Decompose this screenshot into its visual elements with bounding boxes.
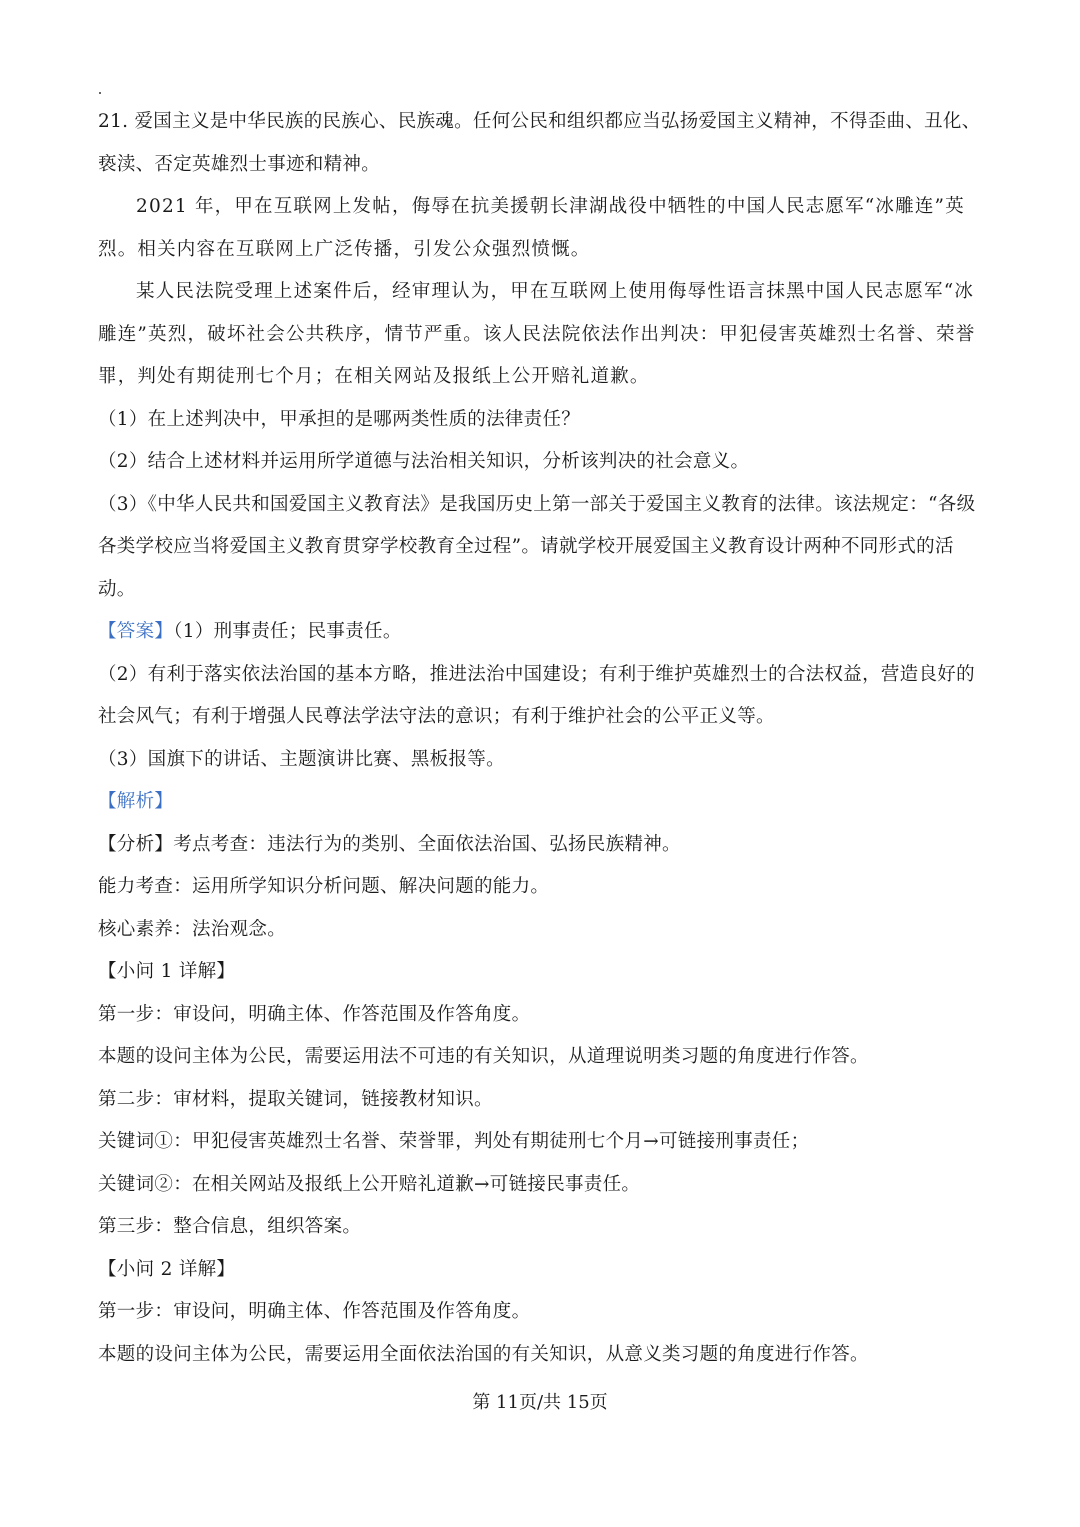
sub1-keyword-2: 关键词②：在相关网站及报纸上公开赔礼道歉→可链接民事责任。	[98, 1173, 641, 1195]
sub1-step3: 第三步：整合信息，组织答案。	[98, 1216, 362, 1237]
answer-3: （3）国旗下的讲话、主题演讲比赛、黑板报等。	[98, 748, 505, 770]
sub2-title: 【小问 2 详解】	[98, 1258, 236, 1280]
question-content	[98, 101, 988, 1376]
analysis-literacy: 核心素养：法治观念。	[98, 918, 287, 940]
question-stem-line2: 亵渎、否定英雄烈士事迹和精神。	[98, 153, 381, 175]
answer-1: （1）刑事责任；民事责任。	[173, 621, 402, 642]
sub2-step1: 第一步：审设问，明确主体、作答范围及作答角度。	[98, 1301, 531, 1322]
question-stem-line1: 21. 爱国主义是中华民族的民族心、民族魂。任何公民和组织都应当弘扬爱国主义精神，不得歪曲、丑化、	[98, 111, 981, 132]
answer-line-1	[98, 611, 988, 654]
sub1-step1: 第一步：审设问，明确主体、作答范围及作答角度。	[98, 1003, 531, 1025]
answer-label: 【答案】	[98, 621, 174, 642]
sub-question-3: （3）《中华人民共和国爱国主义教育法》是我国历史上第一部关于爱国主义教育的法律。该法规定：“各级各类学校应当将爱国主义教育贯穿学校教育全过程”。请就学校开展爱国主义教育设计两种不同形式的活动。	[98, 493, 976, 600]
material-paragraph-1: 2021 年，甲在互联网上发帖，侮辱在抗美援朝长津湖战役中牺牲的中国人民志愿军“冰雕连”英烈。相关内容在互联网上广泛传播，引发公众强烈愤慨。	[98, 196, 965, 260]
sub1-title: 【小问 1 详解】	[98, 961, 236, 982]
analysis-label: 【解析】	[98, 791, 174, 812]
sub1-keyword-1: 关键词①：甲犯侵害英雄烈士名誉、荣誉罪，判处有期徒刑七个月→可链接刑事责任；	[98, 1131, 810, 1152]
sub-question-1: （1）在上述判决中，甲承担的是哪两类性质的法律责任？	[98, 408, 581, 430]
sub2-step1-detail: 本题的设问主体为公民，需要运用全面依法治国的有关知识，从意义类习题的角度进行作答。	[98, 1343, 869, 1365]
sub-question-2: （2）结合上述材料并运用所学道德与法治相关知识，分析该判决的社会意义。	[98, 451, 750, 472]
sub1-step1-detail: 本题的设问主体为公民，需要运用法不可违的有关知识，从道理说明类习题的角度进行作答。	[98, 1046, 869, 1067]
material-paragraph-2: 某人民法院受理上述案件后，经审理认为，甲在互联网上使用侮辱性语言抹黑中国人民志愿军“冰雕连”英烈，破坏社会公共秩序，情节严重。该人民法院依法作出判决：甲犯侵害英雄烈士名誉、荣誉罪，判处有期徒刑七个月；在相关网站及报纸上公开赔礼道歉。	[98, 281, 976, 387]
sub1-step2: 第二步：审材料，提取关键词，链接教材知识。	[98, 1088, 493, 1110]
analysis-ability: 能力考查：运用所学知识分析问题、解决问题的能力。	[98, 876, 550, 897]
analysis-points: 【分析】考点考查：违法行为的类别、全面依法治国、弘扬民族精神。	[98, 833, 681, 855]
page-mark	[99, 92, 101, 94]
page-number: 第 11页/共 15页	[472, 1392, 608, 1413]
answer-2: （2）有利于落实依法治国的基本方略，推进法治中国建设；有利于维护英雄烈士的合法权益，营造良好的社会风气；有利于增强人民尊法学法守法的意识；有利于维护社会的公平正义等。	[98, 663, 975, 727]
